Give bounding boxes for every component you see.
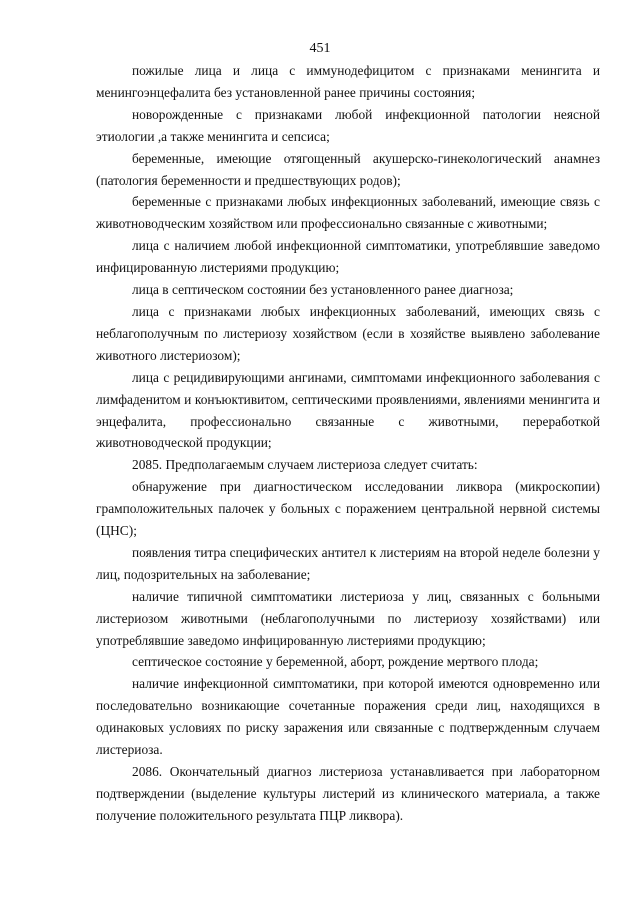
paragraph: септическое состояние у беременной, аборт, рождение мертвого плода;	[132, 654, 539, 670]
page-number: 451	[309, 41, 331, 56]
paragraph: наличие типичной симптоматики листериоза у лиц, связанных с больными листериозом животными (неблагополучными по листериозу хозяйствами) или употреблявшие заведомо инфицированную листериями продукцию;	[96, 588, 600, 648]
paragraph: наличие инфекционной симптоматики, при которой имеются одновременно или последовательно возникающие сочетанные поражения среди лиц, находящихся в одинаковых условиях по риску заражения или связанные с подтвержденным случаем листериоза.	[96, 676, 600, 758]
paragraph: лица с рецидивирующими ангинами, симптомами инфекционного заболевания с лимфаденитом и конъюктивитом, септическими проявлениями, явлениями менингита и энцефалита, профессионально связанные с животными, переработкой животноводческой продукции;	[96, 369, 600, 451]
paragraph: беременные с признаками любых инфекционных заболеваний, имеющие связь с животноводческим хозяйством или профессионально связанные с животными;	[96, 194, 600, 232]
paragraph: лица в септическом состоянии без установленного ранее диагноза;	[132, 282, 514, 298]
paragraph: пожилые лица и лица с иммунодефицитом с признаками менингита и менингоэнцефалита без установленной ранее причины состояния;	[96, 63, 600, 100]
paragraph: лица с признаками любых инфекционных заболеваний, имеющих связь с неблагополучным по листериозу хозяйством (если в хозяйстве выявлено заболевание животного листериозом);	[96, 303, 600, 363]
paragraph: беременные, имеющие отягощенный акушерско-гинекологический анамнез (патология беременности и предшествующих родов);	[96, 150, 600, 188]
paragraph: появления титра специфических антител к листериям на второй неделе болезни у лиц, подозрительных на заболевание;	[96, 544, 600, 582]
document-body	[96, 60, 600, 827]
paragraph: обнаружение при диагностическом исследовании ликвора (микроскопии) грамположительных палочек у больных с поражением центральной нервной системы (ЦНС);	[96, 479, 600, 539]
paragraph: новорожденные с признаками любой инфекционной патологии неясной этиологии ,а также менингита и сепсиса;	[96, 106, 600, 144]
paragraph: лица с наличием любой инфекционной симптоматики, употреблявшие заведомо инфицированную листериями продукцию;	[96, 238, 600, 276]
section-2086-paragraph: 2086. Окончательный диагноз листериоза устанавливается при лабораторном подтверждении (выделение культуры листерий из клинического материала, а также получение положительного результата ПЦР ликвора).	[96, 764, 600, 823]
section-2085-heading: 2085. Предполагаемым случаем листериоза следует считать:	[132, 457, 478, 473]
